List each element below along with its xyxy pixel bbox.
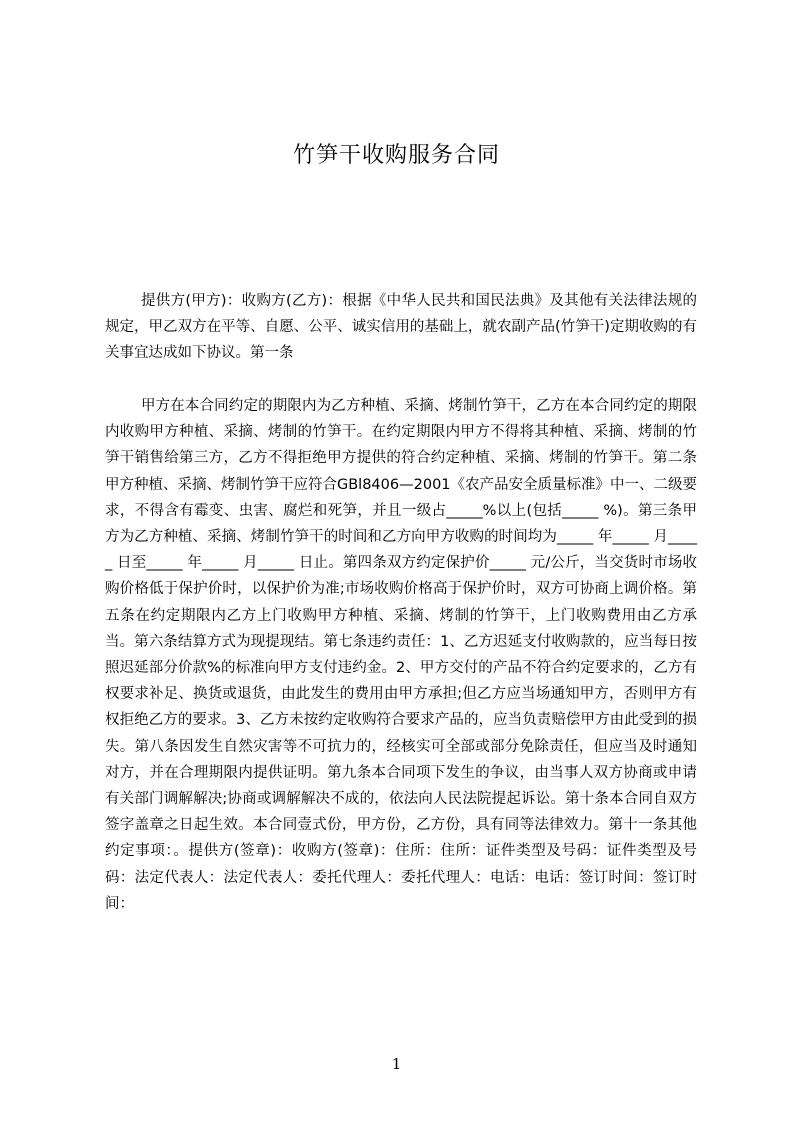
paragraph-contract-terms: 甲方在本合同约定的期限内为乙方种植、采摘、烤制竹笋干，乙方在本合同约定的期限内收购甲方种植、采摘、烤制的竹笋干。在约定期限内甲方不得将其种植、采摘、烤制的竹笋干销售给第三方，乙方不得拒绝甲方提供的符合约定种植、采摘、烤制的竹笋干。第二条甲方种植、采摘、烤制竹笋干应符合GBl8406—2001《农产品安全质量标准》中一、二级要求，不得含有霉变、虫害、腐烂和死笋，并且一级占_____%以上(包括_____ %)。第三条甲方为乙方种植、采摘、烤制竹笋干的时间和乙方向甲方收购的时间均为_____ 年_____ 月_____ 日至_____ 年_____ 月_____ 日止。第四条双方约定保护价_____ 元/公斤，当交货时市场收购价格低于保护价时，以保护价为准;市场收购价格高于保护价时，双方可协商上调价格。第五条在约定期限内乙方上门收购甲方种植、采摘、烤制的竹笋干，上门收购费用由乙方承当。第六条结算方式为现提现结。第七条违约责任：1、乙方迟延支付收购款的，应当每日按照迟延部分价款%的标准向甲方支付违约金。2、甲方交付的产品不符合约定要求的，乙方有权要求补足、换货或退货，由此发生的费用由甲方承担;但乙方应当场通知甲方，否则甲方有权拒绝乙方的要求。3、乙方未按约定收购符合要求产品的，应当负责赔偿甲方由此受到的损失。第八条因发生自然灾害等不可抗力的，经核实可全部或部分免除责任，但应当及时通知对方，并在合理期限内提供证明。第九条本合同项下发生的争议，由当事人双方协商或申请有关部门调解解决;协商或调解解决不成的，依法向人民法院提起诉讼。第十条本合同自双方签字盖章之日起生效。本合同壹式份，甲方份，乙方份，具有同等法律效力。第十一条其他约定事项：。提供方(签章)：收购方(签章)：住所：住所：证件类型及号码：证件类型及号码：法定代表人：法定代表人：委托代理人：委托代理人：电话：电话：签订时间：签订时间：	[105, 398, 698, 912]
paragraph-parties-intro: 提供方(甲方)：收购方(乙方)：根据《中华人民共和国民法典》及其他有关法律法规的规定，甲乙双方在平等、自愿、公平、诚实信用的基础上，就农副产品(竹笋干)定期收购的有关事宜达成如下协议。第一条	[105, 293, 697, 362]
page-number: 1	[391, 1055, 402, 1073]
document-title: 竹笋干收购服务合同	[292, 143, 500, 168]
